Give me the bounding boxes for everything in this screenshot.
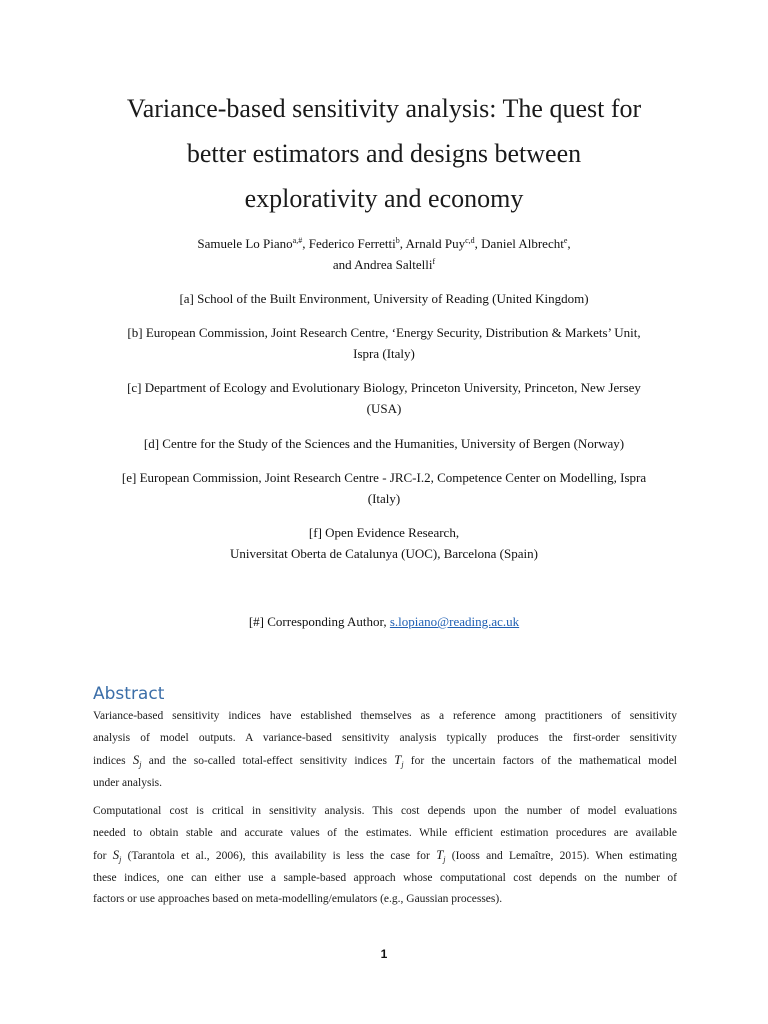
affiliation-line: [f] Open Evidence Research, <box>308 525 460 540</box>
title-line-3: explorativity and economy <box>244 184 524 213</box>
affiliation-line: [e] European Commission, Joint Research Centre - JRC-I.2, Competence Center on Modelling, Ispra <box>121 470 647 485</box>
affiliation-a <box>80 288 688 309</box>
affiliation-line: [c] Department of Ecology and Evolutionary Biology, Princeton University, Princeton, New Jersey <box>127 380 641 395</box>
affiliation-b <box>80 322 688 364</box>
symbol-s-j: $S_j$ <box>112 847 122 864</box>
affiliation-line: Universitat Oberta de Catalunya (UOC), Barcelona (Spain) <box>230 546 538 561</box>
author-affiliation-marker: c,d <box>465 236 475 245</box>
affiliation-e <box>80 467 688 509</box>
corresponding-label: [#] Corresponding Author, <box>248 614 390 629</box>
paragraph-line: Variance-based sensitivity indices have established themselves as a reference among practitioners of sensitivity <box>93 710 677 722</box>
affiliation-c <box>80 377 688 419</box>
author-affiliation-marker: a,# <box>292 236 303 245</box>
affiliation-d <box>80 433 688 454</box>
paragraph-line: for $S_j$ (Tarantola et al., 2006), this availability is less the case for $T_j$ (Iooss and Lemaître, 2015). When estimating <box>93 847 677 864</box>
paragraph-line: needed to obtain stable and accurate values of the estimates. While efficient estimation procedures are available <box>93 826 677 839</box>
author-list <box>60 233 708 275</box>
email-link[interactable]: s.lopiano@reading.ac.uk <box>389 614 520 629</box>
affiliation-line: Ispra (Italy) <box>353 346 415 361</box>
paragraph-line: indices $S_j$ and the so-called total-effect sensitivity indices $T_j$ for the uncertain factors of the mathematical model <box>93 752 677 769</box>
symbol-t-j: $T_j$ <box>436 847 446 864</box>
affiliation-line: (Italy) <box>367 491 401 506</box>
author-affiliation-marker: f <box>432 257 436 266</box>
author-name: , Federico Ferretti <box>302 236 396 251</box>
symbol-t-j: $T_j$ <box>394 752 404 769</box>
abstract-paragraph-1 <box>93 706 677 794</box>
author-name: , Daniel Albrecht <box>474 236 564 251</box>
affiliation-line: [b] European Commission, Joint Research Centre, ‘Energy Security, Distribution & Markets’ Unit, <box>127 325 641 340</box>
abstract-heading: Abstract <box>93 684 165 704</box>
title-line-2: better estimators and designs between <box>186 139 582 168</box>
author-affiliation-marker: b <box>395 236 400 245</box>
paragraph-line: analysis of model outputs. A variance-based sensitivity analysis typically produces the first-order sensitivity <box>93 731 677 744</box>
affiliation-line: [a] School of the Built Environment, University of Reading (United Kingdom) <box>179 291 589 306</box>
paragraph-line: factors or use approaches based on meta-modelling/emulators (e.g., Gaussian processes). <box>93 893 503 905</box>
page-number: 1 <box>380 947 388 961</box>
affiliation-line: (USA) <box>366 401 402 416</box>
abstract-paragraph-2 <box>93 801 677 911</box>
affiliation-line: [d] Centre for the Study of the Sciences and the Humanities, University of Bergen (Norway) <box>143 436 625 451</box>
affiliation-f <box>80 522 688 564</box>
author-name: , Arnald Puy <box>399 236 466 251</box>
title-line-1: Variance-based sensitivity analysis: The quest for <box>126 94 642 123</box>
corresponding-author <box>80 611 688 632</box>
paragraph-line: under analysis. <box>93 776 162 789</box>
paper-title <box>60 86 708 221</box>
paragraph-line: Computational cost is critical in sensitivity analysis. This cost depends upon the number of model evaluations <box>93 805 677 817</box>
author-affiliation-marker: e <box>563 236 568 245</box>
symbol-s-j: $S_j$ <box>132 752 142 769</box>
author-separator: , <box>567 236 571 251</box>
paragraph-line: these indices, one can either use a sample-based approach whose computational cost depends on the number of <box>93 871 677 884</box>
author-name: Samuele Lo Piano <box>197 236 293 251</box>
author-name: and Andrea Saltelli <box>332 257 433 272</box>
